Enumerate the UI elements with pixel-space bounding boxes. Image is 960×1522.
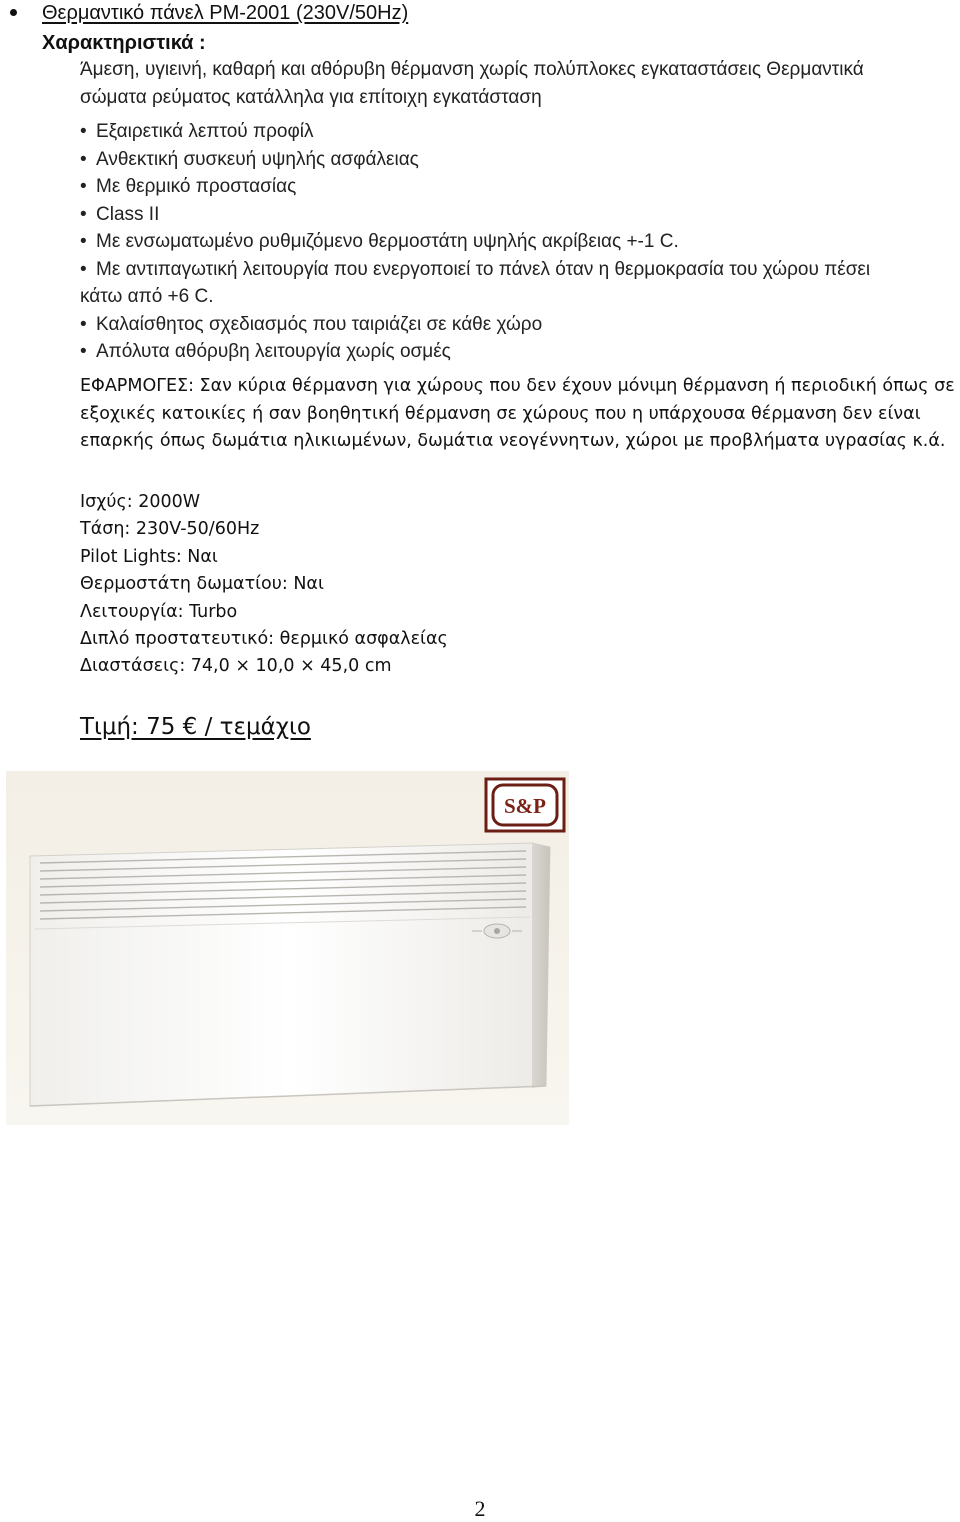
spec-operation: Λειτουργία: Turbo [80,601,238,622]
feature-item: • Με θερμικό προστασίας [80,173,960,201]
bullet-icon: • [80,121,87,142]
spec-pilot-lights: Pilot Lights: Ναι [80,546,218,567]
bullet-icon: • [80,231,87,252]
spec-dimensions: Διαστάσεις: 74,0 × 10,0 × 45,0 cm [80,656,392,677]
feature-item: • Εξαιρετικά λεπτού προφίλ [80,118,960,146]
spec-double-protection: Διπλό προστατευτικό: θερμικό ασφαλείας [80,629,448,650]
feature-item: • Με ενσωματωμένο ρυθμιζόμενο θερμοστάτη υψηλής ακρίβειας +-1 C. [80,228,960,256]
spec-voltage: Τάση: 230V-50/60Hz [80,519,260,540]
features-heading: Χαρακτηριστικά : [42,32,206,54]
feature-item: • Class II [80,201,960,229]
intro-line-1: Άμεση, υγιεινή, καθαρή και αθόρυβη θέρμανση χωρίς πολύπλοκες εγκαταστάσεις Θερμαντικά [80,59,864,80]
bullet-icon: • [80,176,87,197]
page-number: 2 [474,1496,486,1521]
spec-list [80,489,448,681]
brand-logo [486,779,564,831]
feature-item-continuation: κάτω από +6 C. [80,286,214,307]
svg-text:S&P: S&P [504,794,546,818]
bullet-icon: • [80,203,87,225]
feature-item: • Ανθεκτική συσκευή υψηλής ασφάλειας [80,146,960,174]
bullet-icon: • [80,313,87,335]
feature-list [80,118,960,366]
heater-illustration [6,771,569,1125]
feature-item: • Απόλυτα αθόρυβη λειτουργία χωρίς οσμές [80,338,960,366]
product-photo [6,771,569,1125]
bullet-icon [10,9,17,16]
intro-line-2: σώματα ρεύματος κατάλληλα για επίτοιχη εγκατάσταση [80,87,542,108]
feature-item: • Καλαίσθητος σχεδιασμός που ταιριάζει σε κάθε χώρο [80,311,960,339]
spec-room-thermostat: Θερμοστάτη δωματίου: Ναι [80,574,324,595]
product-title[interactable]: Θερμαντικό πάνελ PM-2001 (230V/50Hz) [42,2,409,24]
bullet-icon: • [80,148,87,170]
heater-panel [30,843,550,1106]
bullet-icon: • [80,341,87,362]
applications-paragraph: ΕΦΑΡΜΟΓΕΣ: Σαν κύρια θέρμανση για χώρους που δεν έχουν μόνιμη θέρμανση ή περιοδική όπως σε εξοχικές κατοικίες ή σαν βοηθητική θέρμανση σε χώρους που η υπάρχουσα θέρμανση δεν είναι επαρκής όπως δωμάτια ηλικιωμένων, δωμάτια νεογέννητων, χώροι με προβλήματα υγρασίας κ.ά. [80,376,955,451]
spec-power: Ισχύς: 2000W [80,492,201,512]
price: Τιμή: 75 € / τεμάχιο [80,714,311,740]
bullet-icon: • [80,258,87,280]
feature-item: • Με αντιπαγωτική λειτουργία που ενεργοποιεί το πάνελ όταν η θερμοκρασία του χώρου πέσει [80,256,960,284]
